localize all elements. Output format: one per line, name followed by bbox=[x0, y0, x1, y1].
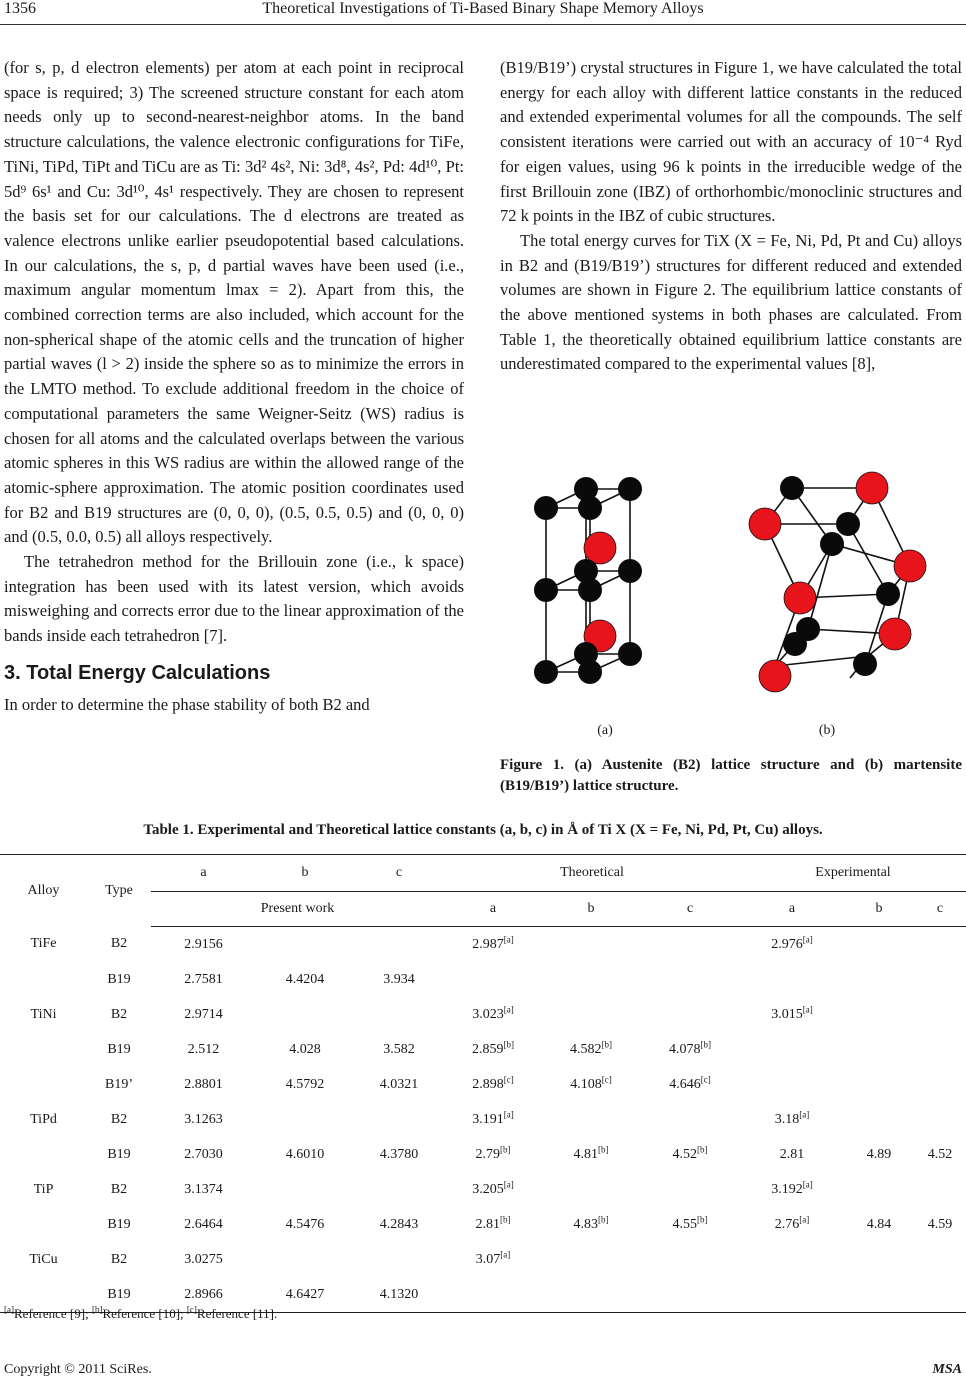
table-cell-alloy: TiNi bbox=[30, 1006, 57, 1022]
table-cell-b: 4.6010 bbox=[285, 1146, 325, 1162]
atom-ti bbox=[578, 496, 602, 520]
table-cell-eb bbox=[844, 927, 914, 963]
table-cell-ta: 2.79[b] bbox=[475, 1143, 511, 1162]
atom-ti bbox=[876, 582, 900, 606]
reference-marker: [a] bbox=[802, 933, 813, 944]
table-cell-ec bbox=[914, 1102, 966, 1137]
table-cell-ea: 3.015[a] bbox=[771, 1003, 813, 1022]
table-cell-a: 2.6464 bbox=[184, 1216, 223, 1232]
figure-1 bbox=[500, 466, 962, 796]
atom-ti bbox=[836, 512, 860, 536]
table-cell-type: B2 bbox=[110, 1111, 128, 1127]
table-cell-type: B2 bbox=[110, 1181, 128, 1197]
table-cell-alloy bbox=[0, 1032, 87, 1067]
table-cell-eb: 4.89 bbox=[866, 1146, 892, 1162]
table-cell-tc: 4.55[b] bbox=[672, 1213, 708, 1232]
table-cell-b bbox=[256, 997, 354, 1032]
table-cell-type: B19 bbox=[107, 1216, 131, 1232]
reference-marker: [b] bbox=[598, 1213, 609, 1224]
table-cell-tc bbox=[640, 997, 740, 1032]
table-cell-tb bbox=[542, 1277, 640, 1313]
table-cell-ea: 2.81 bbox=[779, 1146, 805, 1162]
table-cell-a: 2.7581 bbox=[184, 971, 223, 987]
right-paragraph-1: (B19/B19’) crystal structures in Figure 1, we have calculated the total energy for each alloy with different lattice constants in the reduced and extended experimental volumes for all the compounds. The self consistent iterations were carried out with an accuracy of 10⁻⁴ Ryd for eigen values, using 96 k points in the irreducible wedge of the first Brillouin zone (IBZ) of orthorhombic/monoclinic structures and 72 k points in the IBZ of cubic structures. bbox=[500, 58, 962, 226]
atom-ti bbox=[534, 496, 558, 520]
header-a: a bbox=[151, 855, 256, 892]
atom-ti bbox=[578, 660, 602, 684]
table-cell-b: 4.028 bbox=[289, 1041, 321, 1057]
footnote-ref-a: [a] bbox=[4, 1304, 14, 1315]
table-cell-type: B2 bbox=[110, 1251, 128, 1267]
table-cell-tc bbox=[640, 1242, 740, 1277]
table-cell-ta: 3.07[a] bbox=[475, 1248, 511, 1267]
table-cell-alloy bbox=[0, 1067, 87, 1102]
table-cell-ta: 2.81[b] bbox=[475, 1213, 511, 1232]
table-cell-eb bbox=[844, 962, 914, 997]
table-cell-ea bbox=[740, 1277, 844, 1313]
table-cell-c bbox=[354, 1172, 444, 1207]
table-cell-b bbox=[256, 1172, 354, 1207]
table-cell-tb bbox=[542, 1172, 640, 1207]
reference-marker: [a] bbox=[500, 1248, 511, 1259]
table-cell-type: B19 bbox=[107, 971, 131, 987]
table-cell-ec bbox=[914, 962, 966, 997]
page-number: 1356 bbox=[4, 0, 36, 17]
table-cell-c: 4.2843 bbox=[379, 1216, 419, 1232]
reference-marker: [a] bbox=[503, 933, 514, 944]
table-cell-ec bbox=[914, 1277, 966, 1313]
figure-label-a: (a) bbox=[597, 723, 613, 738]
table-cell-eb bbox=[844, 997, 914, 1032]
reference-marker: [b] bbox=[500, 1143, 511, 1154]
reference-marker: [b] bbox=[697, 1213, 708, 1224]
lattice-constants-table bbox=[0, 854, 966, 1313]
table-cell-tb bbox=[542, 1242, 640, 1277]
table-row bbox=[0, 1137, 966, 1172]
table-cell-a: 2.7030 bbox=[184, 1146, 223, 1162]
table-cell-type: B19 bbox=[107, 1146, 131, 1162]
table-cell-c bbox=[354, 997, 444, 1032]
table-cell-tc bbox=[640, 1172, 740, 1207]
atom-ti bbox=[534, 660, 558, 684]
header-b: b bbox=[256, 855, 354, 892]
table-cell-tb: 4.582[b] bbox=[570, 1038, 612, 1057]
table-row bbox=[0, 997, 966, 1032]
table-cell-tb: 4.83[b] bbox=[573, 1213, 609, 1232]
reference-marker: [b] bbox=[700, 1038, 711, 1049]
table-cell-ec bbox=[914, 1032, 966, 1067]
header-theoretical: Theoretical bbox=[444, 855, 740, 892]
table-cell-ec bbox=[914, 1067, 966, 1102]
table-cell-c: 3.934 bbox=[383, 971, 415, 987]
table-cell-tc bbox=[640, 1102, 740, 1137]
table-cell-a: 3.0275 bbox=[184, 1251, 223, 1267]
reference-marker: [b] bbox=[503, 1038, 514, 1049]
table-cell-ea bbox=[740, 962, 844, 997]
table-cell-ta: 2.987[a] bbox=[472, 933, 514, 952]
table-cell-ta: 3.023[a] bbox=[472, 1003, 514, 1022]
reference-marker: [c] bbox=[601, 1073, 612, 1084]
table-cell-ec bbox=[914, 1172, 966, 1207]
table-cell-ea: 3.18[a] bbox=[774, 1108, 810, 1127]
table-cell-c: 4.1320 bbox=[354, 1277, 444, 1313]
table-cell-tb bbox=[542, 1102, 640, 1137]
footnote-text-a: Reference [9]; bbox=[14, 1306, 92, 1321]
reference-marker: [c] bbox=[700, 1073, 711, 1084]
table-cell-ec bbox=[914, 997, 966, 1032]
atom-x bbox=[584, 532, 616, 564]
table-cell-c: 4.3780 bbox=[379, 1146, 419, 1162]
table-row bbox=[0, 1102, 966, 1137]
header-experimental-a: a bbox=[740, 892, 844, 927]
table-cell-c bbox=[354, 1102, 444, 1137]
figure-caption: Figure 1. (a) Austenite (B2) lattice structure and (b) martensite (B19/B19’) lattice structure. bbox=[500, 757, 962, 794]
table-cell-tc bbox=[640, 927, 740, 963]
right-column bbox=[500, 56, 962, 377]
table-cell-ta: 3.191[a] bbox=[472, 1108, 514, 1127]
journal-name: MSA bbox=[932, 1362, 962, 1377]
table-cell-tc: 4.078[b] bbox=[669, 1038, 711, 1057]
table-cell-c bbox=[354, 927, 444, 963]
header-experimental: Experimental bbox=[740, 855, 966, 892]
table-cell-type: B2 bbox=[110, 936, 128, 952]
table-cell-tc: 4.646[c] bbox=[669, 1073, 711, 1092]
atom-x bbox=[894, 550, 926, 582]
header-experimental-c: c bbox=[914, 892, 966, 927]
reference-marker: [b] bbox=[500, 1213, 511, 1224]
table-cell-ea bbox=[740, 1032, 844, 1067]
table-cell-alloy bbox=[0, 1207, 87, 1242]
left-paragraph-2: The tetrahedron method for the Brillouin zone (i.e., k space) integration has been used with its latest version, which avoids misweighing and corrects error due to the linear approximation of the bands inside each tetrahedron [7]. bbox=[4, 552, 464, 646]
table-1 bbox=[0, 854, 966, 1313]
figure-label-b: (b) bbox=[818, 723, 836, 738]
table-cell-a: 3.1374 bbox=[184, 1181, 223, 1197]
atom-x bbox=[749, 508, 781, 540]
table-cell-alloy: TiPd bbox=[30, 1111, 57, 1127]
reference-marker: [b] bbox=[697, 1143, 708, 1154]
table-cell-tb bbox=[542, 997, 640, 1032]
reference-marker: [c] bbox=[503, 1073, 514, 1084]
table-cell-ec: 4.52 bbox=[927, 1146, 953, 1162]
table-cell-tb bbox=[542, 927, 640, 963]
table-cell-a: 2.512 bbox=[187, 1041, 220, 1057]
table-cell-type: B19 bbox=[87, 1277, 151, 1313]
table-cell-alloy: TiP bbox=[33, 1181, 54, 1197]
table-cell-alloy bbox=[0, 1137, 87, 1172]
atom-ti bbox=[820, 532, 844, 556]
table-cell-c bbox=[354, 1242, 444, 1277]
table-cell-tc: 4.52[b] bbox=[672, 1143, 708, 1162]
b2-atoms bbox=[534, 477, 642, 684]
atom-x bbox=[759, 660, 791, 692]
reference-marker: [b] bbox=[601, 1038, 612, 1049]
footnote-text-c: Reference [11]. bbox=[196, 1306, 278, 1321]
atom-ti bbox=[618, 559, 642, 583]
table-cell-ea bbox=[740, 1067, 844, 1102]
table-cell-a: 2.8966 bbox=[151, 1277, 256, 1313]
copyright: Copyright © 2011 SciRes. bbox=[4, 1362, 152, 1377]
table-body bbox=[0, 927, 966, 1313]
table-cell-tc bbox=[640, 962, 740, 997]
header-theoretical-c: c bbox=[640, 892, 740, 927]
table-cell-eb bbox=[844, 1102, 914, 1137]
table-row bbox=[0, 1172, 966, 1207]
reference-marker: [a] bbox=[799, 1213, 810, 1224]
table-cell-b bbox=[256, 927, 354, 963]
reference-marker: [a] bbox=[802, 1178, 813, 1189]
reference-marker: [a] bbox=[799, 1108, 810, 1119]
table-cell-tb: 4.81[b] bbox=[573, 1143, 609, 1162]
table-row bbox=[0, 1032, 966, 1067]
footnote-ref-c: [c] bbox=[186, 1304, 197, 1315]
table-cell-b: 4.6427 bbox=[256, 1277, 354, 1313]
table-cell-ta bbox=[444, 962, 542, 997]
footnote-text-b: Reference [10]; bbox=[102, 1306, 187, 1321]
table-cell-eb bbox=[844, 1242, 914, 1277]
header-c: c bbox=[354, 855, 444, 892]
header-theoretical-b: b bbox=[542, 892, 640, 927]
table-cell-ec bbox=[914, 1242, 966, 1277]
page-header bbox=[0, 0, 966, 22]
atom-ti bbox=[534, 578, 558, 602]
table-cell-alloy bbox=[0, 962, 87, 997]
table-cell-tb: 4.108[c] bbox=[570, 1073, 612, 1092]
reference-marker: [a] bbox=[503, 1178, 514, 1189]
table-cell-a: 3.1263 bbox=[184, 1111, 223, 1127]
section-heading: 3. Total Energy Calculations bbox=[4, 661, 271, 684]
table-cell-eb bbox=[844, 1172, 914, 1207]
header-alloy: Alloy bbox=[0, 855, 87, 927]
table-cell-c: 4.0321 bbox=[379, 1076, 419, 1092]
atom-x bbox=[856, 472, 888, 504]
left-column bbox=[4, 56, 464, 718]
table-cell-ea: 2.76[a] bbox=[774, 1213, 810, 1232]
table-cell-ea: 2.976[a] bbox=[771, 933, 813, 952]
atom-ti bbox=[618, 642, 642, 666]
table-cell-c: 3.582 bbox=[383, 1041, 415, 1057]
table-cell-type: B19 bbox=[107, 1041, 131, 1057]
header-theoretical-a: a bbox=[444, 892, 542, 927]
table-cell-ec bbox=[914, 927, 966, 963]
atom-ti bbox=[578, 578, 602, 602]
reference-marker: [a] bbox=[503, 1108, 514, 1119]
table-cell-type: B2 bbox=[110, 1006, 128, 1022]
table-cell-ta: 3.205[a] bbox=[472, 1178, 514, 1197]
right-paragraph-2: The total energy curves for TiX (X = Fe, Ni, Pd, Pt and Cu) alloys in B2 and (B19/B19’) structures for different reduced and extended volumes are shown in Figure 2. The equilibrium lattice constants of the above mentioned systems in both phases are calculated. From Table 1, the theoretically obtained equilibrium lattice constants are underestimated compared to the experimental values [8], bbox=[500, 230, 962, 374]
table-cell-eb: 4.84 bbox=[866, 1216, 892, 1232]
table-cell-a: 2.9714 bbox=[184, 1006, 223, 1022]
table-cell-eb bbox=[844, 1032, 914, 1067]
table-cell-b: 4.5792 bbox=[285, 1076, 325, 1092]
table-cell-a: 2.8801 bbox=[184, 1076, 223, 1092]
reference-marker: [b] bbox=[598, 1143, 609, 1154]
table-cell-tb bbox=[542, 962, 640, 997]
header-rule bbox=[0, 24, 966, 25]
left-paragraph-1: (for s, p, d electron elements) per atom at each point in reciprocal space is required; 3) The screened structure constant for each atom needs only up to second-nearest-neighbor atoms. In the band structure calculations, the valence electronic configurations for TiFe, TiNi, TiPd, TiPt and TiCu are as Ti: 3d² 4s², Ni: 3d⁸, 4s², Pd: 4d¹⁰, Pt: 5d⁹ 6s¹ and Cu: 3d¹⁰, 4s¹ respectively. They are chosen to represent the basis set for our calculations. The d electrons are treated as valence electrons unlike earlier pseudopotential based calculations. In our calculations, the s, p, d partial waves have been used (i.e., maximum angular momentum lmax = 2). Apart from this, the combined correction terms are also included, which account for the non-spherical shape of the atomic cells and the truncation of higher partial waves (l > 2) inside the sphere so as to minimize the errors in the LMTO method. To exclude additional freedom in the choice of computational parameters the same Weigner-Seitz (WS) radius is chosen for all atoms and the calculated overlaps between the various atomic spheres in this WS radius are within the allowed range of the atomic-sphere approximation. The atomic position coordinates used for B2 and B19 structures are (0, 0, 0), (0.5, 0.5, 0.5) and (0, 0, 0) and (0.5, 0.0, 0.5) all alloys respectively. bbox=[4, 58, 464, 547]
table-cell-ta bbox=[444, 1277, 542, 1313]
table-cell-ea bbox=[740, 1242, 844, 1277]
table-cell-b bbox=[256, 1242, 354, 1277]
table-row bbox=[0, 1207, 966, 1242]
header-type: Type bbox=[87, 855, 151, 927]
atom-ti bbox=[780, 476, 804, 500]
left-paragraph-3: In order to determine the phase stability of both B2 and bbox=[4, 694, 370, 714]
table-row bbox=[0, 1067, 966, 1102]
table-row bbox=[0, 962, 966, 997]
table-cell-b: 4.4204 bbox=[285, 971, 325, 987]
reference-marker: [a] bbox=[503, 1003, 514, 1014]
table-cell-eb bbox=[844, 1277, 914, 1313]
table-row bbox=[0, 1242, 966, 1277]
atom-x bbox=[784, 582, 816, 614]
table-cell-ea: 3.192[a] bbox=[771, 1178, 813, 1197]
table-cell-alloy: TiCu bbox=[29, 1251, 58, 1267]
reference-marker: [a] bbox=[802, 1003, 813, 1014]
running-title: Theoretical Investigations of Ti-Based Binary Shape Memory Alloys bbox=[262, 0, 704, 17]
table-cell-ta: 2.859[b] bbox=[472, 1038, 514, 1057]
table-cell-ec: 4.59 bbox=[927, 1216, 953, 1232]
table-cell-type: B19’ bbox=[105, 1076, 133, 1092]
table-footnote bbox=[4, 1306, 277, 1322]
table-cell-a: 2.9156 bbox=[184, 936, 223, 952]
table-cell-alloy: TiFe bbox=[30, 936, 57, 952]
page-footer bbox=[4, 1362, 962, 1378]
atom-ti bbox=[618, 477, 642, 501]
table-cell-eb bbox=[844, 1067, 914, 1102]
table-cell-b: 4.5476 bbox=[285, 1216, 325, 1232]
table-row bbox=[0, 927, 966, 963]
atom-x bbox=[879, 618, 911, 650]
atom-ti bbox=[783, 632, 807, 656]
footnote-ref-b: [b] bbox=[91, 1304, 103, 1315]
atom-ti bbox=[853, 652, 877, 676]
header-present-work: Present work bbox=[151, 892, 444, 927]
lattice-structures-illustration bbox=[500, 466, 962, 756]
table-cell-ta: 2.898[c] bbox=[472, 1073, 514, 1092]
table-cell-tc bbox=[640, 1277, 740, 1313]
table-cell-b bbox=[256, 1102, 354, 1137]
table-caption: Table 1. Experimental and Theoretical lattice constants (a, b, c) in Å of Ti X (X = Fe, Ni, Pd, Pt, Cu) alloys. bbox=[143, 822, 823, 838]
header-experimental-b: b bbox=[844, 892, 914, 927]
